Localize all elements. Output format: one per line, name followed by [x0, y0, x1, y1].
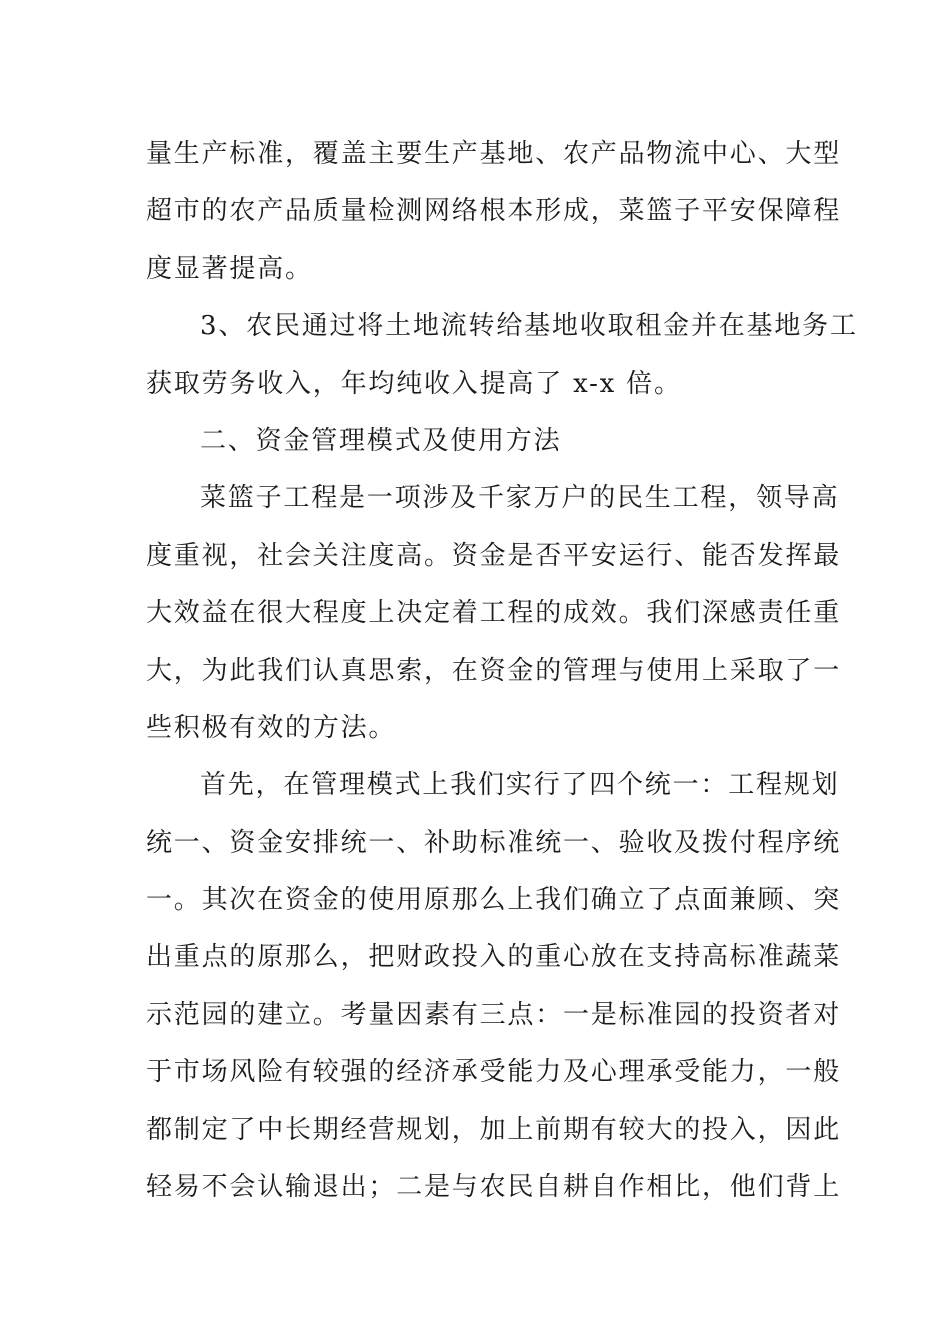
text-line: 轻易不会认输退出；二是与农民自耕自作相比，他们背上: [146, 1172, 842, 1203]
body-text: [146, 126, 858, 1216]
text-line: 菜篮子工程是一项涉及千家万户的民生工程，领导高: [200, 483, 840, 514]
text-line: 3、农民通过将土地流转给基地收取租金并在基地务工: [200, 311, 858, 342]
text-line: 大，为此我们认真思索，在资金的管理与使用上采取了一: [146, 655, 842, 686]
text-line: 度重视，社会关注度高。资金是否平安运行、能否发挥最: [146, 540, 842, 571]
text-line: 度显著提高。: [146, 253, 313, 284]
text-line: 都制定了中长期经营规划，加上前期有较大的投入，因此: [146, 1114, 842, 1145]
text-line: 首先，在管理模式上我们实行了四个统一：工程规划: [200, 770, 840, 801]
section-heading: 二、资金管理模式及使用方法: [200, 425, 562, 456]
text-line: 示范园的建立。考量因素有三点：一是标准园的投资者对: [146, 999, 842, 1030]
text-line: 统一、资金安排统一、补助标准统一、验收及拨付程序统: [146, 827, 842, 858]
text-line: 一。其次在资金的使用原那么上我们确立了点面兼顾、突: [146, 885, 842, 916]
text-line: 获取劳务收入，年均纯收入提高了 x-x 倍。: [146, 368, 682, 399]
text-line: 超市的农产品质量检测网络根本形成，菜篮子平安保障程: [146, 196, 842, 227]
text-line: 些积极有效的方法。: [146, 712, 397, 743]
text-line: 出重点的原那么，把财政投入的重心放在支持高标准蔬菜: [146, 942, 842, 973]
text-line: 大效益在很大程度上决定着工程的成效。我们深感责任重: [146, 598, 842, 629]
text-line: 量生产标准，覆盖主要生产基地、农产品物流中心、大型: [146, 139, 842, 169]
text-line: 于市场风险有较强的经济承受能力及心理承受能力，一般: [146, 1057, 842, 1088]
